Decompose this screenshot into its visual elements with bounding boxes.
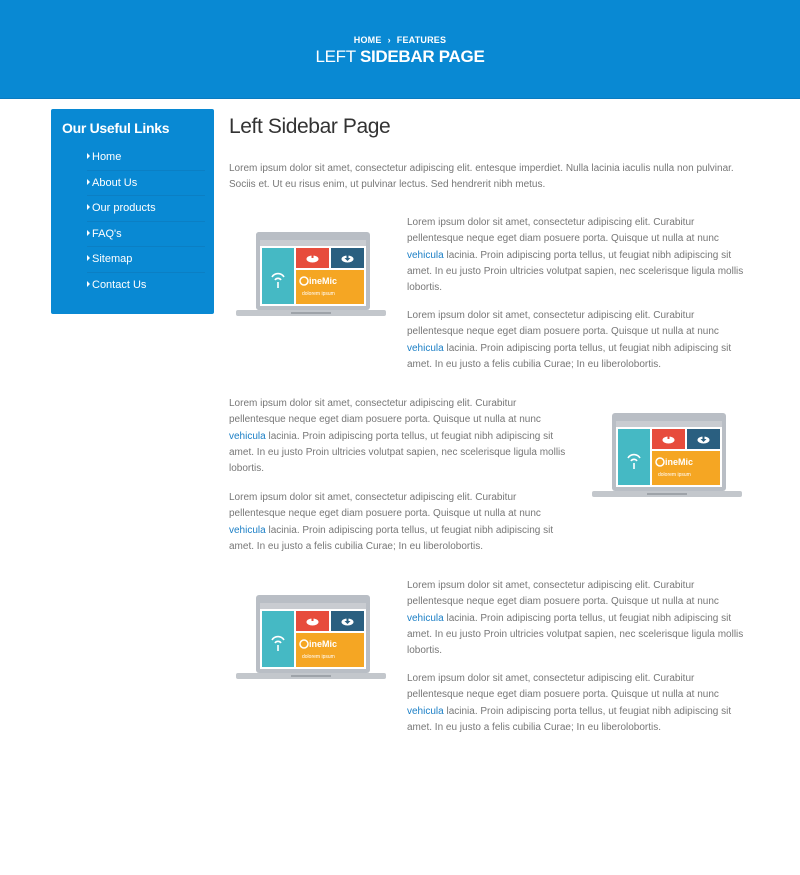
sidebar-links <box>87 145 205 299</box>
laptop-tagline: dolorem ipsum <box>658 472 691 478</box>
laptop-illustration <box>236 594 386 682</box>
section-1-paragraph-2 <box>407 308 747 373</box>
section-3-paragraph-1 <box>407 578 747 659</box>
paragraph-text: lacinia. Proin adipiscing porta tellus, ut feugiat nibh adipiscing sit amet. In eu justo Proin ultricies volutpat sapien, nec scelerisque ligula mollis lobortis. <box>229 430 566 475</box>
vehicula-link[interactable]: vehicula <box>407 705 444 717</box>
sidebar-item-label: Contact Us <box>92 278 147 291</box>
sidebar-item-our-products[interactable] <box>87 196 205 222</box>
vehicula-link[interactable]: vehicula <box>407 249 444 261</box>
paragraph-text: Lorem ipsum dolor sit amet, consectetur adipiscing elit. Curabitur pellentesque neque eget diam posuere porta. Quisque ut nulla at nunc <box>407 673 719 701</box>
sidebar-item-label: Our products <box>92 202 156 215</box>
section-2-paragraph-1 <box>229 396 569 477</box>
laptop-illustration <box>236 231 386 319</box>
laptop-illustration <box>592 412 742 500</box>
paragraph-text: lacinia. Proin adipiscing porta tellus, ut feugiat nibh adipiscing sit amet. In eu justo Proin ultricies volutpat sapien, nec scelerisque ligula mollis lobortis. <box>407 249 744 294</box>
vehicula-link[interactable]: vehicula <box>407 342 444 354</box>
laptop-image <box>236 231 386 319</box>
banner-title <box>0 47 800 67</box>
laptop-logo-text: ineMic <box>309 276 338 286</box>
laptop-tagline: dolorem ipsum <box>302 291 335 297</box>
vehicula-link[interactable]: vehicula <box>229 430 266 442</box>
paragraph-text: Lorem ipsum dolor sit amet, consectetur adipiscing elit. Curabitur pellentesque neque eget diam posuere porta. Quisque ut nulla at nunc <box>407 580 719 608</box>
page-banner <box>0 0 800 99</box>
laptop-logo-text: ineMic <box>309 639 338 649</box>
paragraph-text: lacinia. Proin adipiscing porta tellus, ut feugiat nibh adipiscing sit amet. In eu justo a felis cubilia Curae; In eu liberolobortis. <box>229 524 554 552</box>
paragraph-text: Lorem ipsum dolor sit amet, consectetur adipiscing elit. Curabitur pellentesque neque eget diam posuere porta. Quisque ut nulla at nunc <box>407 217 719 245</box>
sidebar-item-label: About Us <box>92 176 138 189</box>
breadcrumb <box>0 35 800 45</box>
laptop-tagline: dolorem ipsum <box>302 654 335 660</box>
sidebar-item-about-us[interactable] <box>87 171 205 197</box>
laptop-image <box>592 412 742 500</box>
section-3-paragraph-2 <box>407 671 747 736</box>
chevron-right-icon: › <box>387 35 391 45</box>
caret-right-icon <box>87 281 90 287</box>
section-1-paragraph-1 <box>407 215 747 296</box>
sidebar-item-home[interactable] <box>87 145 205 171</box>
paragraph-text: Lorem ipsum dolor sit amet, consectetur adipiscing elit. Curabitur pellentesque neque eget diam posuere porta. Quisque ut nulla at nunc <box>229 492 541 520</box>
section-2-paragraph-2 <box>229 490 569 555</box>
breadcrumb-home[interactable]: HOME <box>353 35 382 45</box>
caret-right-icon <box>87 204 90 210</box>
sidebar-item-label: Sitemap <box>92 253 133 266</box>
breadcrumb-features[interactable]: FEATURES <box>396 35 447 45</box>
paragraph-text: lacinia. Proin adipiscing porta tellus, ut feugiat nibh adipiscing sit amet. In eu justo Proin ultricies volutpat sapien, nec scelerisque ligula mollis lobortis. <box>407 612 744 657</box>
sidebar-title: Our Useful Links <box>62 120 170 136</box>
intro-paragraph: Lorem ipsum dolor sit amet, consectetur adipiscing elit. entesque imperdiet. Nulla lacinia iaculis nulla non pulvinar. Sociis et. Ut eu risus enim, ut pulvinar lectus. Sed hendrerit nibh metus. <box>229 163 734 191</box>
banner-title-light: LEFT <box>315 47 360 66</box>
banner-title-bold: SIDEBAR PAGE <box>359 47 485 66</box>
sidebar-item-label: FAQ's <box>92 227 122 240</box>
vehicula-link[interactable]: vehicula <box>407 612 444 624</box>
sidebar-item-faqs[interactable] <box>87 222 205 248</box>
page-title: Left Sidebar Page <box>229 115 391 138</box>
laptop-image <box>236 594 386 682</box>
paragraph-text: Lorem ipsum dolor sit amet, consectetur adipiscing elit. Curabitur pellentesque neque eget diam posuere porta. Quisque ut nulla at nunc <box>407 310 719 338</box>
caret-right-icon <box>87 179 90 185</box>
sidebar-item-sitemap[interactable] <box>87 247 205 273</box>
caret-right-icon <box>87 230 90 236</box>
paragraph-text: lacinia. Proin adipiscing porta tellus, ut feugiat nibh adipiscing sit amet. In eu justo a felis cubilia Curae; In eu liberolobortis. <box>407 342 732 370</box>
laptop-logo-text: ineMic <box>665 457 694 467</box>
sidebar-item-contact-us[interactable] <box>87 273 205 299</box>
sidebar <box>51 109 214 314</box>
vehicula-link[interactable]: vehicula <box>229 524 266 536</box>
sidebar-item-label: Home <box>92 151 122 163</box>
paragraph-text: Lorem ipsum dolor sit amet, consectetur adipiscing elit. Curabitur pellentesque neque eget diam posuere porta. Quisque ut nulla at nunc <box>229 398 541 426</box>
paragraph-text: lacinia. Proin adipiscing porta tellus, ut feugiat nibh adipiscing sit amet. In eu justo a felis cubilia Curae; In eu liberolobortis. <box>407 705 732 733</box>
caret-right-icon <box>87 153 90 159</box>
caret-right-icon <box>87 255 90 261</box>
